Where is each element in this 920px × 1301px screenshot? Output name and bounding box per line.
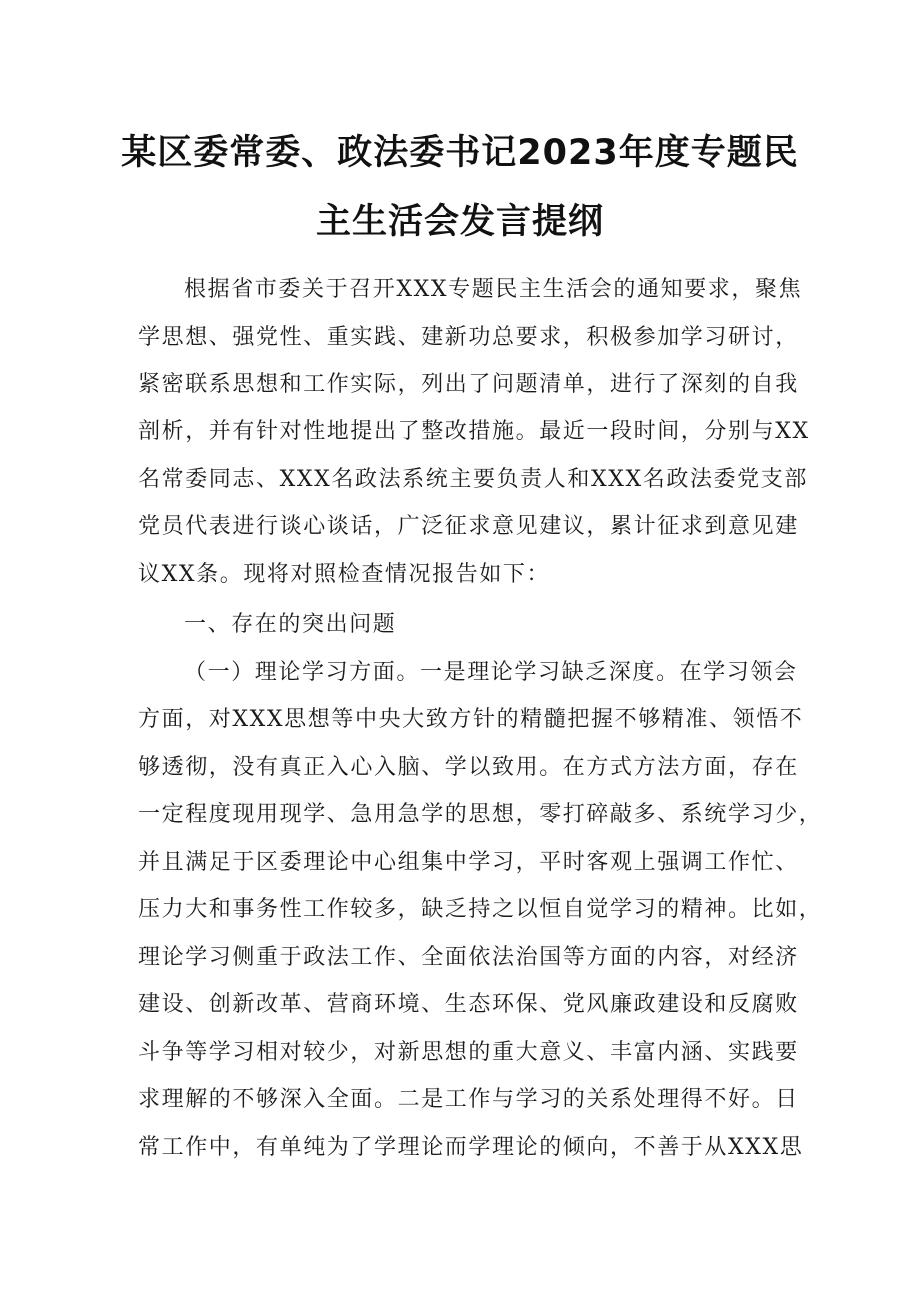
body-line-4: 剖析，并有针对性地提出了整改措施。最近一段时间，分别与XX — [138, 419, 810, 444]
document-title-line-2: 主生活会发言提纲 — [315, 202, 604, 242]
body-line-9: （一）理论学习方面。一是理论学习缺乏深度。在学习领会 — [184, 660, 798, 685]
body-line-7: 议XX条。现将对照检查情况报告如下： — [138, 562, 551, 587]
body-line-18: 求理解的不够深入全面。二是工作与学习的关系处理得不好。日 — [138, 1087, 799, 1112]
body-line-15: 理论学习侧重于政法工作、全面依法治国等方面的内容，对经济 — [138, 945, 799, 970]
body-line-2: 学思想、强党性、重实践、建新功总要求，积极参加学习研讨， — [138, 325, 799, 350]
body-line-3: 紧密联系思想和工作实际，列出了问题清单，进行了深刻的自我 — [138, 372, 799, 397]
body-line-1: 根据省市委关于召开XXX专题民主生活会的通知要求，聚焦 — [184, 277, 803, 302]
body-line-6: 党员代表进行谈心谈话，广泛征求意见建议，累计征求到意见建 — [138, 514, 799, 539]
body-line-10: 方面，对XXX思想等中央大致方针的精髓把握不够精准、领悟不 — [138, 707, 804, 732]
body-line-16: 建设、创新改革、营商环境、生态环保、党风廉政建设和反腐败 — [138, 992, 799, 1017]
body-line-12: 一定程度现用现学、急用急学的思想，零打碎敲多、系统学习少， — [138, 802, 823, 827]
body-line-11: 够透彻，没有真正入心入脑、学以致用。在方式方法方面，存在 — [138, 755, 799, 780]
section-heading-1: 一、存在的突出问题 — [184, 612, 397, 637]
body-line-17: 斗争等学习相对较少，对新思想的重大意义、丰富内涵、实践要 — [138, 1040, 799, 1065]
document-title-line-1: 某区委常委、政法委书记2023年度专题民 — [121, 133, 799, 173]
body-line-19: 常工作中，有单纯为了学理论而学理论的倾向，不善于从XXX思 — [138, 1135, 804, 1160]
body-line-13: 并且满足于区委理论中心组集中学习，平时客观上强调工作忙、 — [138, 850, 799, 875]
body-line-14: 压力大和事务性工作较多，缺乏持之以恒自觉学习的精神。比如， — [138, 897, 823, 922]
body-line-5: 名常委同志、XXX名政法系统主要负责人和XXX名政法委党支部 — [138, 467, 808, 492]
